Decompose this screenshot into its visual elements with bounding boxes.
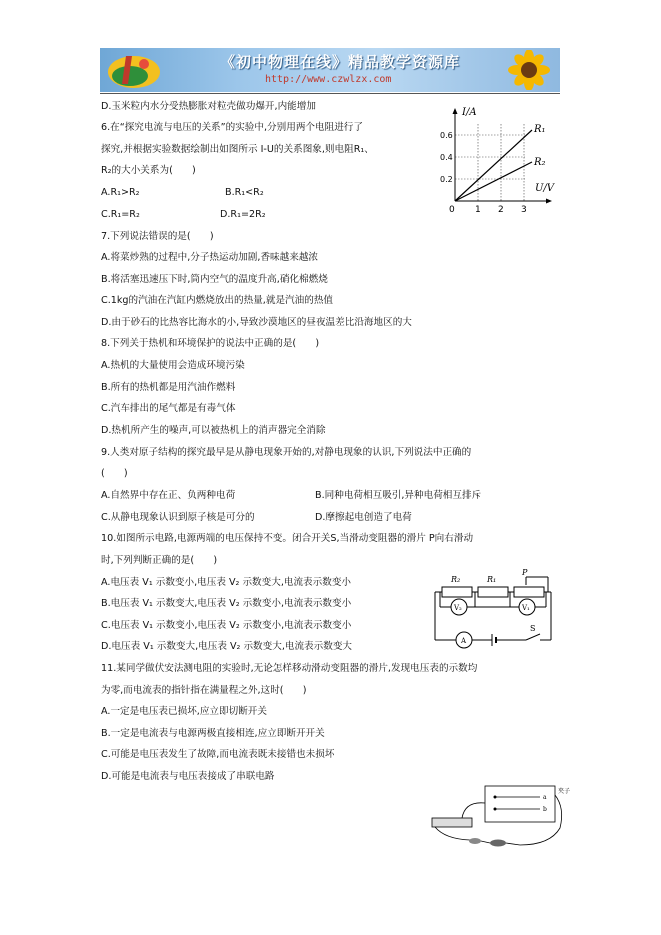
option-c: C.R₁=R₂	[101, 209, 140, 220]
text-line: 时,下列判断正确的是( )	[101, 555, 218, 566]
apparatus-figure	[430, 783, 570, 853]
option-b: B.所有的热机都是用汽油作燃料	[101, 382, 236, 393]
header-rule	[100, 93, 560, 94]
x-axis-label: U/V	[535, 183, 555, 194]
option-c: C.电压表 V₁ 示数变小,电压表 V₂ 示数变小,电流表示数变小	[101, 620, 352, 631]
option-a: A.将菜炒熟的过程中,分子热运动加剧,香味越来越浓	[101, 252, 319, 263]
option-b: B.电压表 V₁ 示数变大,电压表 V₂ 示数变小,电流表示数变小	[101, 598, 352, 609]
option-d: D.电压表 V₁ 示数变大,电压表 V₂ 示数变大,电流表示数变大	[101, 641, 353, 652]
graph-grid	[455, 124, 525, 201]
label-r1: R₁	[487, 575, 497, 584]
iu-graph	[440, 102, 565, 217]
question-9: 9.人类对原子结构的探究最早是从静电现象开始的,对静电现象的认识,下列说法中正确的	[101, 447, 472, 458]
label-v1: V₁	[522, 604, 530, 612]
text-line: 为零,而电流表的指针指在满量程之外,这时( )	[101, 685, 307, 696]
label-r2: R₂	[451, 575, 461, 584]
logo-icon	[104, 50, 174, 90]
terminal-board	[485, 786, 555, 822]
option-c: C.从静电现象认识到原子核是可分的	[101, 512, 255, 523]
text-line: D.玉米粒内水分受热膨胀对粒壳做功爆开,内能增加	[101, 101, 316, 112]
option-d: D.可能是电流表与电压表接成了串联电路	[101, 771, 275, 782]
option-b: B.将活塞迅速压下时,筒内空气的温度升高,硝化棉燃烧	[101, 274, 328, 285]
circuit-diagram	[430, 565, 555, 650]
option-d: D.摩擦起电创造了电荷	[315, 512, 412, 523]
y-tick-label: 0.4	[440, 153, 453, 162]
option-b: B.R₁<R₂	[225, 187, 264, 198]
question-10: 10.如图所示电路,电源两端的电压保持不变。闭合开关S,当滑动变阻器的滑片 P向右滑动	[101, 533, 474, 544]
option-a: A.电压表 V₁ 示数变小,电压表 V₂ 示数变大,电流表示数变小	[101, 577, 352, 588]
option-b: B.一定是电流表与电源两极直接相连,应立即断开开关	[101, 728, 325, 739]
question-8: 8.下列关于热机和环境保护的说法中正确的是( )	[101, 338, 320, 349]
label-p: P	[522, 568, 528, 577]
y-axis-arrow	[453, 108, 458, 114]
connecting-wire	[435, 827, 470, 840]
clip-label: 夹子	[558, 788, 570, 795]
option-d: D.由于砂石的比热容比海水的小,导致沙漠地区的昼夜温差比沿海地区的大	[101, 317, 412, 328]
terminal-b: b	[543, 806, 547, 813]
option-a: A.热机的大量使用会造成环境污染	[101, 360, 245, 371]
option-d: D.热机所产生的噪声,可以被热机上的消声器完全消除	[101, 425, 326, 436]
x-tick-label: 3	[521, 205, 527, 215]
switch-icon	[469, 838, 481, 844]
option-c: C.1kg的汽油在汽缸内燃烧放出的热量,就是汽油的热值	[101, 295, 334, 306]
option-a: A.一定是电压表已损坏,应立即切断开关	[101, 706, 267, 717]
bulb-icon	[490, 840, 506, 847]
y-tick-label: 0.6	[440, 131, 453, 140]
r1-line	[455, 130, 532, 201]
option-a: A.R₁>R₂	[101, 187, 140, 198]
resistor-r2	[442, 587, 472, 597]
resistor-r1	[478, 587, 508, 597]
r2-line	[455, 162, 532, 201]
switch-s	[526, 634, 540, 640]
option-c: C.汽车排出的尾气都是有毒气体	[101, 403, 236, 414]
label-s: S	[530, 624, 536, 633]
x-tick-label: 1	[475, 205, 481, 215]
sunflower-icon	[504, 50, 554, 90]
terminal-a: a	[543, 794, 547, 801]
origin-label: 0	[449, 205, 455, 215]
option-d: D.R₁=2R₂	[220, 209, 266, 220]
option-a: A.自然界中存在正、负两种电荷	[101, 490, 236, 501]
y-axis-label: I/A	[462, 107, 477, 118]
rheostat	[514, 587, 544, 597]
text-line: ( )	[101, 468, 128, 479]
header-url[interactable]: http://www.czwlzx.com	[265, 74, 392, 85]
x-tick-label: 2	[498, 205, 504, 215]
x-axis-arrow	[546, 199, 552, 204]
question-6: 6.在“探究电流与电压的关系”的实验中,分别用两个电阻进行了	[101, 122, 363, 133]
header-banner	[100, 48, 560, 92]
header-title: 《初中物理在线》精品教学资源库	[220, 53, 461, 71]
connecting-wire	[462, 803, 485, 818]
option-b: B.同种电荷相互吸引,异种电荷相互排斥	[315, 490, 482, 501]
y-tick-label: 0.2	[440, 175, 453, 184]
question-11: 11.某同学做伏安法测电阻的实验时,无论怎样移动滑动变阻器的滑片,发现电压表的示数均	[101, 663, 478, 674]
terminal-dot	[494, 808, 497, 811]
label-v2: V₂	[454, 604, 462, 612]
label-a: A	[461, 637, 467, 645]
text-line: 探究,并根据实验数据绘制出如图所示 I-U的关系图象,则电阻R₁、	[101, 144, 374, 155]
r2-label: R₂	[534, 157, 546, 168]
text-line: R₂的大小关系为( )	[101, 165, 196, 176]
question-7: 7.下列说法错误的是( )	[101, 231, 214, 242]
r1-label: R₁	[534, 124, 546, 135]
terminal-dot	[494, 796, 497, 799]
option-c: C.可能是电压表发生了故障,而电流表既未接错也未损坏	[101, 749, 335, 760]
battery-icon	[432, 818, 472, 827]
